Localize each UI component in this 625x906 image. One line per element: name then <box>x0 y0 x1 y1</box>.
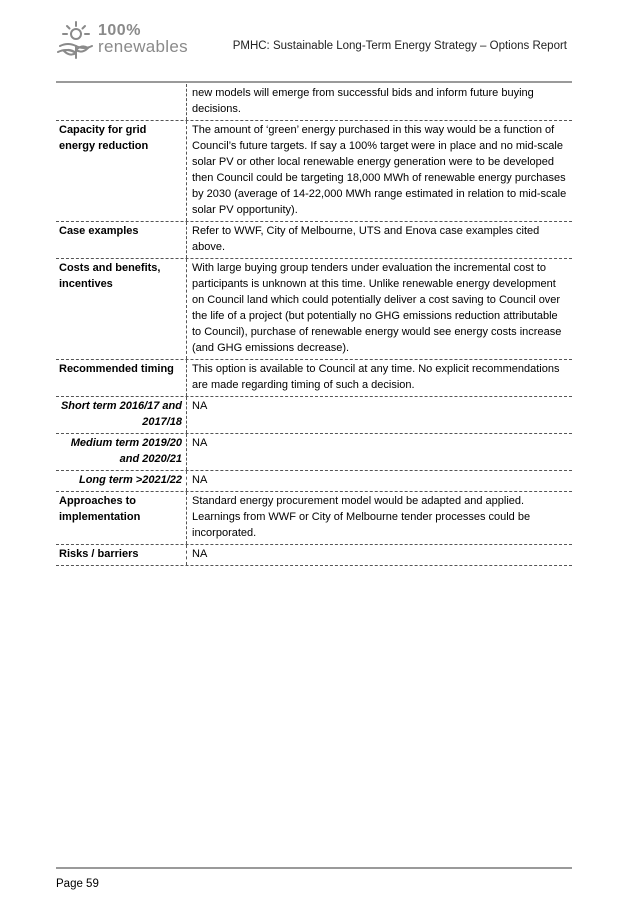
row-label: Long term >2021/22 <box>78 474 182 486</box>
table-row <box>56 360 572 397</box>
table-row <box>56 492 572 545</box>
row-value: NA <box>186 434 572 470</box>
row-label: Recommended timing <box>59 363 174 375</box>
page-number: Page 59 <box>56 878 99 890</box>
logo <box>56 20 216 62</box>
row-label: Capacity for grid energy reduction <box>59 124 149 152</box>
sun-leaf-logo-icon <box>56 20 96 62</box>
table-row <box>56 471 572 492</box>
report-title: PMHC: Sustainable Long-Term Energy Strategy – Options Report <box>232 40 567 52</box>
row-label: Risks / barriers <box>59 548 139 560</box>
page-header <box>0 0 625 80</box>
row-label <box>56 84 186 120</box>
row-value: NA <box>186 471 572 491</box>
row-value: Standard energy procurement model would be adapted and applied. Learnings from WWF or City of Melbourne tender processes could be incorporated. <box>186 492 572 544</box>
row-value: This option is available to Council at any time. No explicit recommendations are made regarding timing of such a decision. <box>186 360 572 396</box>
table-row <box>56 434 572 471</box>
row-value: The amount of ‘green’ energy purchased in this way would be a function of Council’s future targets. If say a 100% target were in place and no mid-scale solar PV or other local renewable energy generation were to be developed then Council could be targeting 18,000 MWh of renewable energy purchases by 2030 (average of 14-22,000 MWh range estimated in relation to mid-scale solar PV opportunity). <box>186 121 572 221</box>
row-value: new models will emerge from successful bids and inform future buying decisions. <box>186 84 572 120</box>
row-value: NA <box>186 397 572 433</box>
row-label: Case examples <box>59 225 139 237</box>
header-divider <box>56 81 572 83</box>
footer-divider <box>56 867 572 869</box>
table-row <box>56 121 572 222</box>
row-label: Approaches to implementation <box>59 495 141 523</box>
table-row <box>56 222 572 259</box>
row-label: Costs and benefits, incentives <box>59 262 161 290</box>
row-value: With large buying group tenders under evaluation the incremental cost to participants is unknown at this time. Unlike renewable energy development on Council land which could potentially deliver a cost saving to Council over the life of a project (but potentially no GHG emissions reduction attributable to Council), purchase of renewable energy would see energy costs increase (and GHG emissions decrease). <box>186 259 572 359</box>
table-row <box>56 545 572 566</box>
options-table <box>56 84 572 566</box>
row-value: Refer to WWF, City of Melbourne, UTS and Enova case examples cited above. <box>186 222 572 258</box>
logo-text-100: 100% <box>98 22 141 39</box>
row-label: Short term 2016/17 and 2017/18 <box>60 400 182 428</box>
table-row <box>56 397 572 434</box>
row-value: NA <box>186 545 572 565</box>
table-row <box>56 259 572 360</box>
logo-text-renewables: renewables <box>98 37 188 56</box>
table-row <box>56 84 572 121</box>
row-label: Medium term 2019/20 and 2020/21 <box>70 437 182 465</box>
